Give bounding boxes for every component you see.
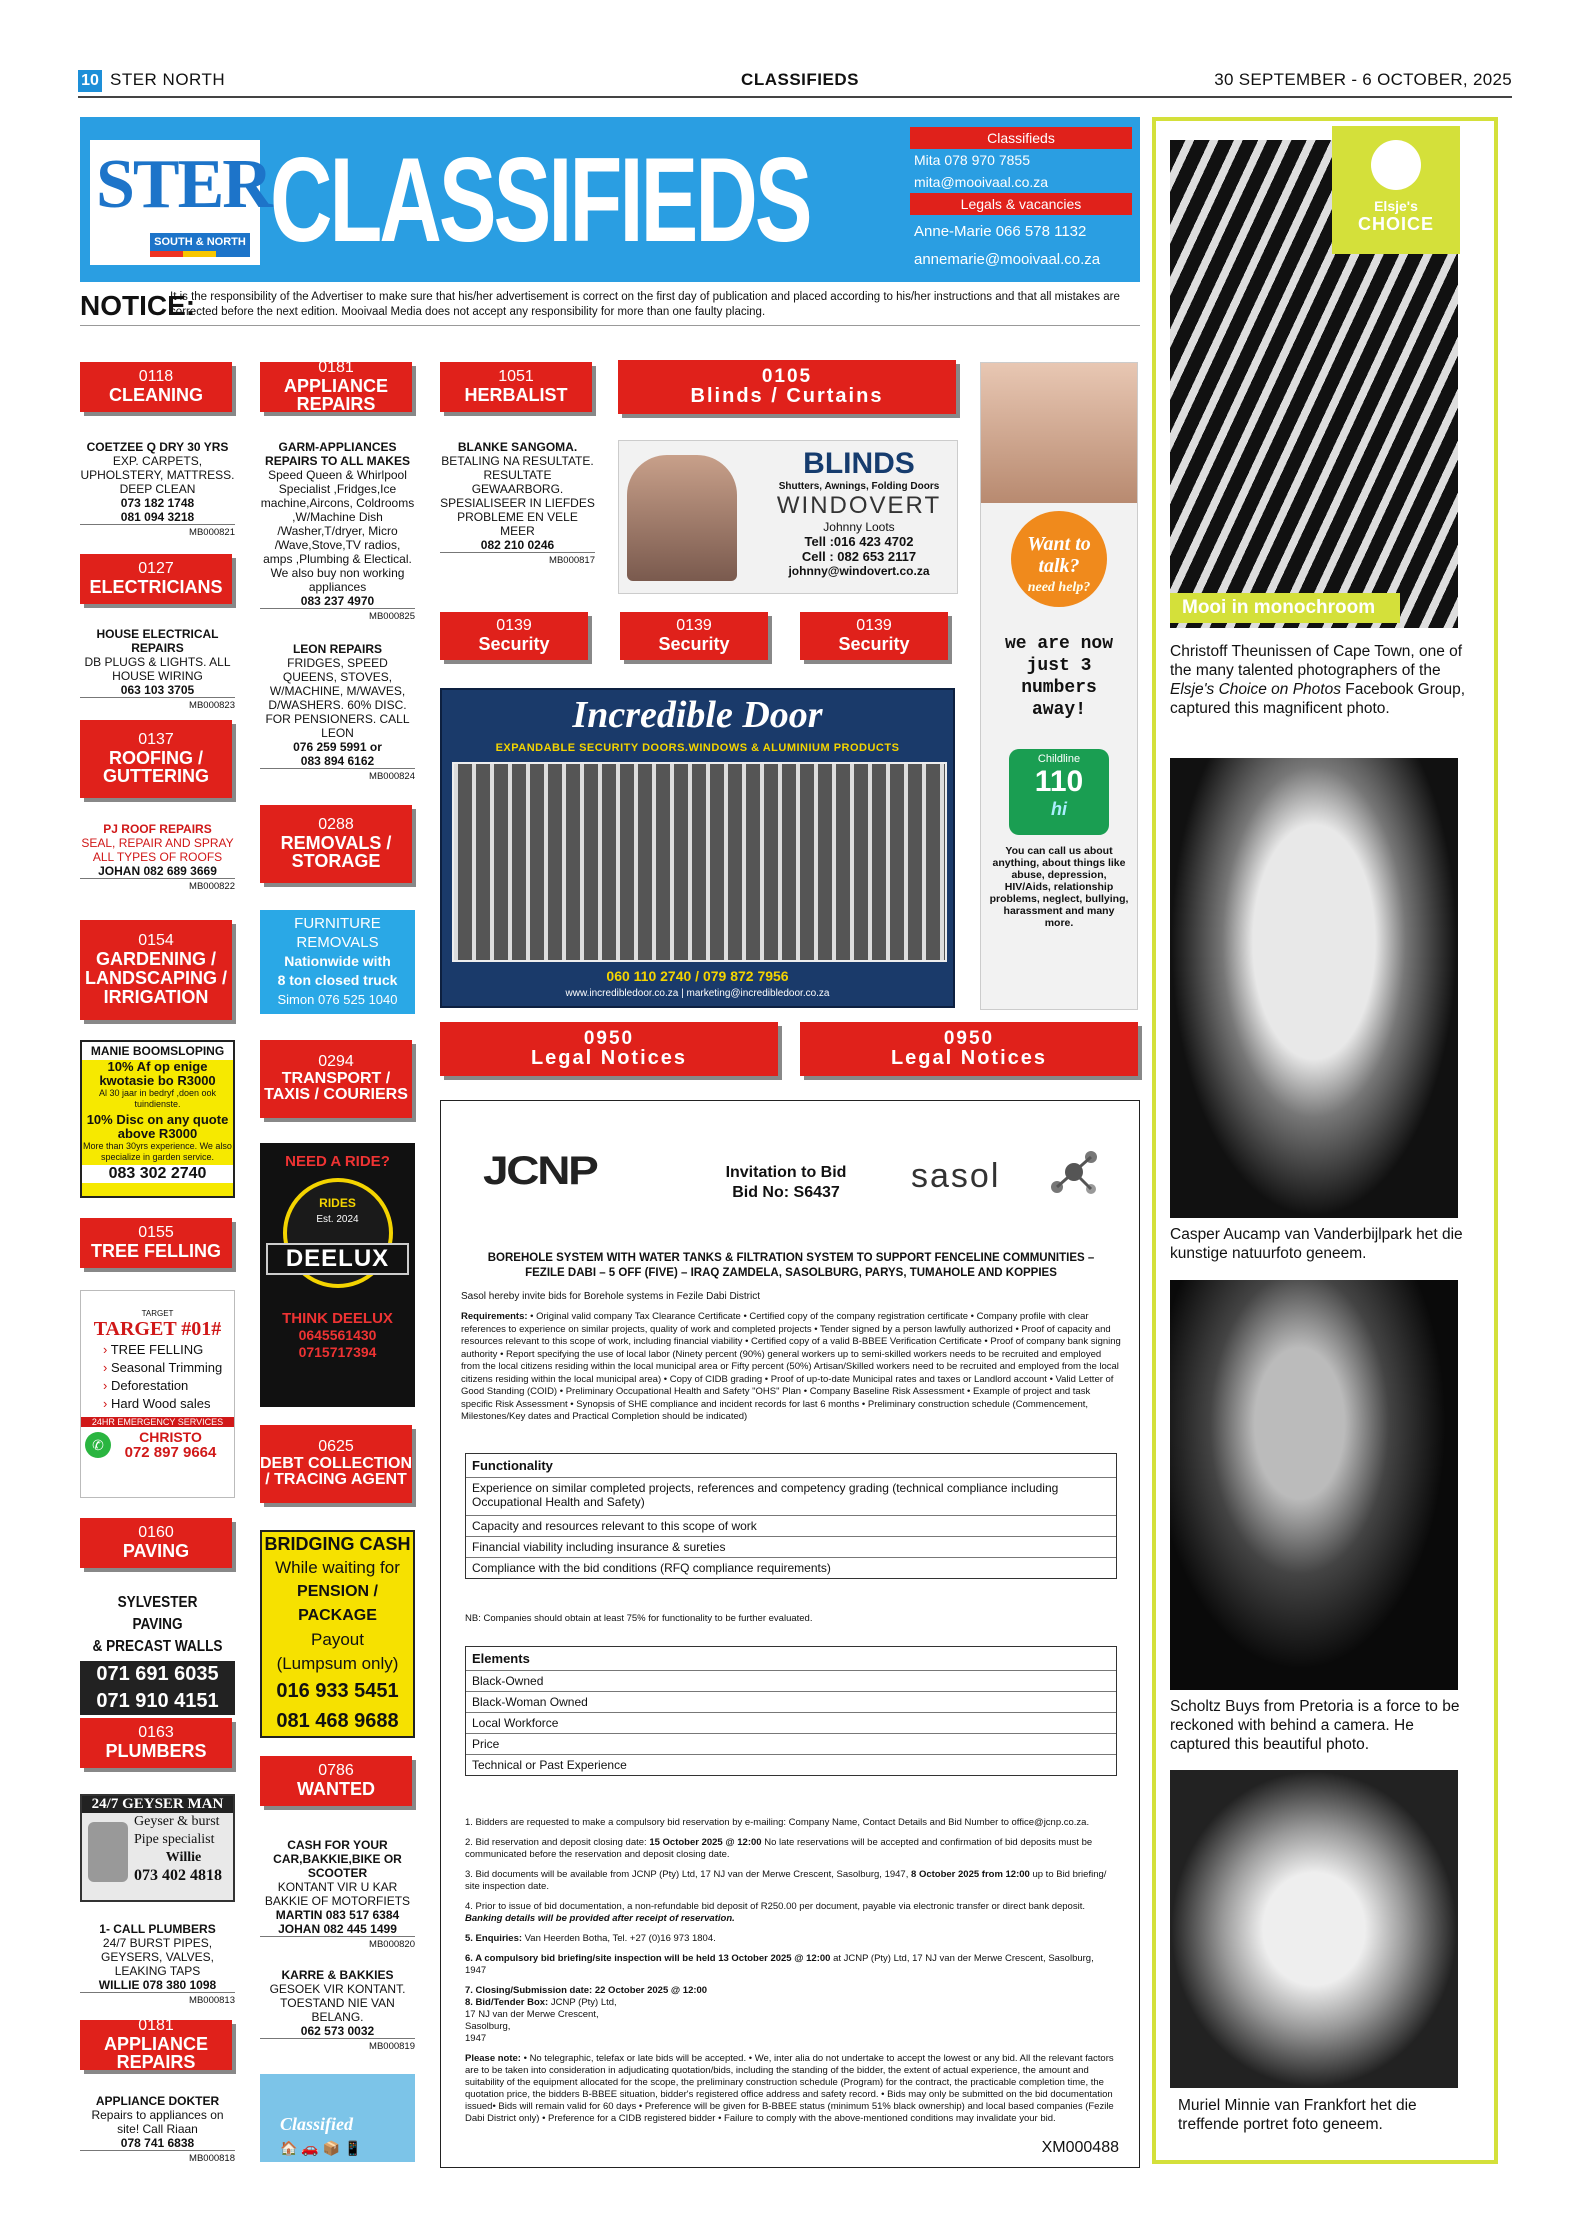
ad-service: Pipe specialist (134, 1832, 215, 1847)
ad-ref: MB000820 (260, 1936, 415, 1952)
ad-phone: 0715717394 (298, 1344, 377, 1360)
ad-body: DB PLUGS & LIGHTS. ALL HOUSE WIRING (84, 655, 231, 683)
ad-body: (Lumpsum only) (276, 1654, 399, 1673)
classified-logo-image (260, 2074, 415, 2162)
ad-cash-for-car (260, 1838, 415, 1952)
table-header: Functionality (472, 1458, 553, 1473)
caption-zebra (1170, 642, 1470, 718)
ad-ref: MB000824 (260, 768, 415, 784)
ad-ref: MB000817 (440, 552, 595, 568)
ad-deelux (260, 1143, 415, 1407)
ad-name: SYLVESTER PAVING (117, 1594, 198, 1633)
heading-title: APPLIANCE REPAIRS (103, 2033, 208, 2073)
ad-name: APPLIANCE DOKTER (95, 2094, 220, 2108)
mandalorian-photo (1170, 1280, 1458, 1690)
ad-manie-boomsloping (80, 1040, 235, 1198)
legal-note-date: 15 October 2025 @ 12:00 (649, 1837, 762, 1848)
plumber-figure-icon (88, 1822, 128, 1882)
ad-phone: 083 237 4970 (300, 594, 375, 608)
ad-phone: JOHAN 082 445 1499 (278, 1922, 397, 1936)
heading-number: 0139 (496, 617, 532, 635)
heading-appliance-repairs (260, 358, 412, 415)
ad-name: BLANKE SANGOMA. (457, 440, 578, 454)
table-row: Financial viability including insurance & sureties (466, 1536, 1116, 1557)
ad-body: Nationwide with (284, 953, 391, 969)
ad-name: FURNITURE (294, 915, 381, 932)
heading-security-2 (620, 612, 768, 660)
ad-childline (980, 362, 1138, 1010)
heading-number: 0786 (318, 1762, 354, 1780)
heading-number: 1051 (498, 368, 534, 386)
heading-title: ROOFING / GUTTERING (103, 747, 209, 787)
childline-number: 110 (1034, 765, 1084, 798)
heading-number: 0160 (138, 1524, 174, 1542)
ad-geyser-man (80, 1794, 235, 1902)
ster-logo-sub: SOUTH & NORTH (150, 233, 250, 251)
badge-text: Elsje's (1374, 198, 1418, 214)
heading-title: Legal Notices (890, 1047, 1048, 1070)
caption-group: Elsje's Choice on Photos (1170, 681, 1341, 698)
ad-logo-text: TARGET (141, 1309, 174, 1318)
heading-security-1 (440, 612, 588, 660)
legal-note: 3. Bid documents will be available from JCNP (Pty) Ltd, 17 NJ van der Merwe Crescent, Sasolburg, 1947, (465, 1869, 909, 1880)
classified-logo-text: Classified (280, 2114, 354, 2134)
childline-hi: hi (1051, 799, 1067, 819)
ad-phone: MARTIN 083 517 6384 (275, 1908, 400, 1922)
table-row: Capacity and resources relevant to this scope of work (466, 1515, 1116, 1536)
legal-requirements: • Original valid company Tax Clearance Certificate • Certified copy of the company registration certificate • Company profile with clear references to experience on similar projects, quality of work and completed projects • Tender signed by a person lawfully authorized • Proof of capacity and resources relevant to this scope of work, including financial viability • Certified copy of a valid B-BBEE Verification Certificate • Proof of company bank signing authority • Report specifying the use of local labor (Ninety percent (90%) general workers up to semi-skilled workers needs to be recruited and employed from the local citizens residing within the local municipal area or Fifty percent (50%) Artisan/Skilled workers need to be recruited and employed from the local citizens residing within the local municipal area) • Copy of CIDB grading • Proof of up-to-date Municipal rates and taxes or Landlord account • Valid Letter of Good Standing (COID) • Preliminary Occupational Health and Safety "OHS" Plan • Company Baseline Risk Assessment • Example of project and task specific Risk Assessment • Synopsis of SHE compliance and incident records for last 6 months • Preliminary construction schedule (Commencement, Milestones/Key dates and Practical Completion should be indicated) (461, 1311, 1121, 1422)
ad-service: Geyser & burst (134, 1814, 220, 1829)
table-row: Compliance with the bid conditions (RFQ compliance requirements) (466, 1557, 1116, 1578)
ad-name: GARM-APPLIANCES REPAIRS TO ALL MAKES (265, 440, 410, 468)
classified-icons: 🏠🚗📦📱 (280, 2140, 366, 2156)
ad-phone: 072 897 9664 (124, 1444, 217, 1461)
heading-tree-felling (80, 1218, 232, 1268)
ad-emergency: 24HR EMERGENCY SERVICES (81, 1417, 234, 1427)
caption-portrait: Muriel Minnie van Frankfort het die treffende portret foto geneem. (1178, 2097, 1417, 2133)
heading-number: 0950 (583, 1027, 635, 1049)
ad-body: Shutters, Awnings, Folding Doors (778, 481, 940, 492)
heading-title: PLUMBERS (105, 1740, 207, 1761)
heading-number: 0288 (318, 815, 354, 833)
ad-phone: 073 182 1748 (120, 496, 195, 510)
heading-title: TREE FELLING (91, 1240, 221, 1261)
heading-herbalist (440, 362, 592, 412)
legal-note: 4. Prior to issue of bid documentation, a non-refundable bid deposit of R250.00 per document, payable via electronic transfer or direct bank deposit. (465, 1901, 1085, 1912)
ad-ref: MB000822 (80, 878, 235, 894)
ad-name: BRIDGING CASH (264, 1534, 411, 1554)
security-door-photo (452, 762, 947, 962)
ad-body: Al 30 jaar in bedryf ,doen ook tuindienste. (98, 1088, 217, 1109)
ad-service: TREE FELLING (110, 1342, 204, 1357)
heading-roofing (80, 720, 232, 798)
ad-phone: 060 110 2740 / 079 872 7956 (606, 968, 789, 984)
ad-name: DEELUX (266, 1243, 409, 1275)
ad-phone: Cell : 082 653 2117 (801, 549, 917, 564)
ad-phone: 078 741 6838 (120, 2136, 195, 2150)
heading-appliance-repairs-2 (80, 2016, 232, 2073)
ad-body: EXP. CARPETS, UPHOLSTERY, MATTRESS. DEEP CLEAN (80, 454, 235, 496)
notice-title: NOTICE: (80, 290, 196, 321)
ad-name: MANIE BOOMSLOPING (82, 1042, 233, 1060)
ad-appliance-dokter (80, 2094, 235, 2166)
ad-phone: 062 573 0032 (300, 2024, 375, 2038)
classifieds-contact-label: Classifieds (910, 127, 1132, 149)
ad-leon-repairs (260, 642, 415, 784)
notice-text: It is the responsibility of the Advertiser to make sure that his/her advertisement is correct on the first day of publication and placed according to his/her instructions and that all mistakes are corrected before the next edition. Mooivaal Media does not accept any responsibility for more than one faulty placing. (170, 291, 1120, 318)
sasol-logo: sasol (911, 1157, 1001, 1195)
heading-title: REMOVALS / STORAGE (280, 832, 392, 872)
ster-logo: STER (96, 146, 271, 223)
legal-note: 2. Bid reservation and deposit closing date: (465, 1837, 647, 1848)
ad-phone: 081 468 9688 (276, 1710, 399, 1732)
ad-service: Deforestation (110, 1378, 189, 1393)
ad-body: Speed Queen & Whirlpool Specialist ,Fridges,Ice machine,Aircons, Coldrooms ,W/Machine Dish /Washer,T/dryer, Micro /Wave,Stove,TV radios, amps ,Plumbing & Electical. We also buy non working appliances (260, 468, 415, 594)
heading-title: CLEANING (109, 384, 203, 405)
ad-offer: 10% Disc on any quote above R3000 (86, 1112, 229, 1141)
heading-title: GARDENING / LANDSCAPING / IRRIGATION (84, 949, 227, 1007)
table-row: Black-Woman Owned (466, 1691, 1116, 1712)
ad-brand: WINDOVERT (776, 492, 942, 519)
heading-number: 0154 (138, 932, 174, 950)
ad-phone: WILLIE 078 380 1098 (98, 1978, 217, 1992)
heading-title: WANTED (297, 1778, 375, 1799)
classifieds-phone: Mita 078 970 7855 (914, 152, 1030, 168)
iris-flower-photo (1170, 758, 1458, 1218)
heading-debt-collection (260, 1425, 412, 1503)
legal-notes (465, 1817, 1117, 2125)
heading-security-3 (800, 612, 948, 660)
heading-plumbers (80, 1718, 232, 1768)
ad-house-electrical (80, 627, 235, 713)
caption-text: Christoff Theunissen of Cape Town, one of the many talented photographers of the (1170, 643, 1463, 679)
ad-body: PENSION / PACKAGE (297, 1583, 378, 1624)
ad-service: Seasonal Trimming (110, 1360, 223, 1375)
ad-name: BLINDS (803, 447, 915, 480)
legal-notice-jcnp (440, 1100, 1140, 2168)
caption-flower: Casper Aucamp van Vanderbijlpark het die kunstige natuurfoto geneem. (1170, 1226, 1463, 1262)
caption-text: Facebook Group, captured this magnificent photo. (1170, 681, 1466, 717)
ad-phone: JOHAN 082 689 3669 (98, 864, 217, 878)
ad-name: KARRE & BAKKIES (281, 1968, 394, 1982)
contact-block (910, 127, 1132, 271)
ad-garm-appliances (260, 440, 415, 624)
baby-portrait-photo (1170, 1770, 1458, 2088)
ad-body: You can call us about anything, about things like abuse, depression, HIV/Aids, relationship problems, neglect, bullying, harassment and many more. (989, 845, 1129, 929)
ad-ref: MB000819 (260, 2038, 415, 2054)
ad-phone: 076 259 5991 or (293, 740, 382, 754)
childline-brand: Childline (1037, 753, 1081, 765)
heading-transport (260, 1040, 412, 1118)
legal-note: 8. Bid/Tender Box: (465, 1997, 549, 2008)
ad-ref: MB000825 (260, 608, 415, 624)
legal-bid-number: Bid No: S6437 (732, 1184, 840, 1201)
ad-body: 24/7 BURST PIPES, GEYSERS, VALVES, LEAKING TAPS (101, 1936, 214, 1978)
heading-cleaning (80, 362, 232, 412)
elsje-banner: Mooi in monochroom (1170, 593, 1400, 623)
legal-intro: Sasol hereby invite bids for Borehole systems in Fezile Dabi District (461, 1291, 761, 1302)
legal-nb: NB: Companies should obtain at least 75% for functionality to be further evaluated. (465, 1613, 813, 1624)
legals-phone: Anne-Marie 066 578 1132 (914, 223, 1087, 240)
heading-number: 0181 (318, 358, 354, 376)
heading-removals (260, 805, 412, 883)
heading-number: 0950 (943, 1027, 995, 1049)
ad-incredible-door (440, 688, 955, 1008)
heading-wanted (260, 1756, 412, 1806)
ad-phone: 071 691 6035 (80, 1661, 235, 1688)
legal-note: at JCNP (Pty) Ltd, 17 NJ van der Merwe Crescent, Sasolburg, 1947 (465, 1953, 1094, 1976)
ad-ref: MB000818 (80, 2150, 235, 2166)
ad-windovert-blinds (618, 440, 958, 594)
legal-note: 6. A compulsory bid briefing/site inspection will be held 13 October 2025 @ 12:00 (465, 1953, 831, 1964)
heading-title: HERBALIST (464, 384, 568, 405)
ad-offer: 10% Af op enige kwotasie bo R3000 (99, 1059, 216, 1088)
ad-phone: 073 402 4818 (134, 1867, 222, 1884)
elements-table (465, 1646, 1117, 1776)
ad-phone: 083 302 2740 (82, 1165, 233, 1183)
heading-title: Security (838, 633, 910, 654)
heading-blinds-curtains (618, 360, 956, 414)
whatsapp-icon: ✆ (85, 1432, 111, 1458)
sasol-molecule-icon (1049, 1147, 1099, 1197)
speech-text: Want to talk? (1027, 533, 1091, 577)
heading-legal-notices-1 (440, 1022, 778, 1076)
ad-body: KONTANT VIR U KAR BAKKIE OF MOTORFIETS (264, 1880, 411, 1908)
legal-note: 17 NJ van der Merwe Crescent, (465, 2009, 599, 2020)
heading-paving (80, 1518, 232, 1568)
ad-phone: 063 103 3705 (120, 683, 195, 697)
ad-call-plumbers (80, 1922, 235, 2008)
ad-name: COETZEE Q DRY 30 YRS (86, 440, 229, 454)
ad-bridging-cash (260, 1530, 415, 1738)
legals-email: annemarie@mooivaal.co.za (914, 251, 1101, 268)
functionality-table (465, 1453, 1117, 1579)
ad-headline: we are now just 3 numbers away! (1004, 634, 1114, 720)
heading-number: 0139 (856, 617, 892, 635)
legal-invite: Invitation to Bid (725, 1164, 847, 1181)
ad-phone: Simon 076 525 1040 (277, 992, 398, 1007)
table-row: Technical or Past Experience (466, 1754, 1116, 1775)
ad-body: More than 30yrs experience. We also specialize in garden service. (83, 1141, 232, 1162)
ad-phone: 081 094 3218 (120, 510, 195, 524)
ad-name: Incredible Door (572, 694, 823, 736)
ad-phone: 082 210 0246 (480, 538, 555, 552)
speech-text: need help? (1027, 580, 1091, 595)
ad-body: While waiting for (275, 1558, 400, 1577)
legals-contact-label: Legals & vacancies (910, 193, 1132, 215)
legal-title: BOREHOLE SYSTEM WITH WATER TANKS & FILTRATION SYSTEM TO SUPPORT FENCELINE COMMUNITIES – FEZILE DABI – 5 OFF (FIVE) – IRAQ ZAMDELA, SASOLBURG, PARYS, TUMAHOLE AND KOPPIES (487, 1252, 1095, 1279)
ad-name: TARGET #01# (93, 1318, 222, 1340)
table-row: Local Workforce (466, 1712, 1116, 1733)
caption-mandalorian: Scholtz Buys from Pretoria is a force to be reckoned with behind a camera. He captured this beautiful photo. (1170, 1698, 1460, 1753)
masthead-title: CLASSIFIEDS (270, 133, 810, 267)
ad-name: 1- CALL PLUMBERS (99, 1922, 216, 1936)
legal-note: • No telegraphic, telefax or late bids will be accepted. • We, inter alia do not undertake to accept the lowest or any bid. All the relevant factors are to be taken into consideration in adjudicating quotation/bids, including the standing of the bidder, the extent of actual experience, the amount and suitability of the equipment allocated for the scope, the preliminary construction schedule (Program) for the contract, the practicable completion time, the quotation price, the bidders B-BBEE situation, bidder's registered office address and safety record. • Bids may only be submitted on the bid documentation issued• Bids will remain valid for 60 days • Preference will be given for B-BBEE status (minimum 51% black ownership) and local based companies (Fezile Dabi District only) • Preference for a CIDB registered bidder • Failure to comply with the above-mentioned conditions may invalidate your bid. (465, 2053, 1114, 2124)
heading-number: 0105 (761, 365, 813, 387)
ad-ref: MB000821 (80, 524, 235, 540)
ad-phone: 083 894 6162 (300, 754, 375, 768)
ad-contact: Johnny Loots (823, 520, 895, 534)
heading-number: 0118 (138, 368, 174, 386)
ad-name: LEON REPAIRS (292, 642, 383, 656)
ad-service: Hard Wood sales (110, 1396, 211, 1411)
ster-logo-stripe (150, 251, 250, 257)
legal-note: No late reservations will be accepted and confirmation of bid deposits must be communicated before the reservation and deposit closing date. (465, 1837, 1093, 1860)
ad-blanke-sangoma (440, 440, 595, 568)
ad-name: PJ ROOF REPAIRS (103, 822, 212, 836)
ad-body: Repairs to appliances on site! Call Riaan (91, 2108, 224, 2136)
legal-note: Please note: (465, 2053, 521, 2064)
ad-phone: 016 933 5451 (276, 1680, 399, 1702)
ad-phone: 071 910 4151 (80, 1688, 235, 1715)
ad-body: BETALING NA RESULTATE. RESULTATE GEWAARBORG. SPESIALISEER IN LIEFDES PROBLEME EN VELE MEER (440, 454, 595, 538)
ad-name: & PRECAST WALLS (92, 1638, 223, 1655)
heading-number: 0625 (318, 1437, 354, 1455)
camera-aperture-icon (1371, 140, 1421, 190)
heading-legal-notices-2 (800, 1022, 1138, 1076)
heading-electricians (80, 554, 232, 604)
legal-note: 5. Enquiries: (465, 1933, 523, 1944)
table-row: Price (466, 1733, 1116, 1754)
page-number: 10 (78, 70, 102, 92)
ad-coetzee (80, 440, 235, 540)
jcnp-logo: JCNP (483, 1149, 597, 1193)
legal-note-date: 8 October 2025 from 12:00 (911, 1869, 1030, 1880)
header-rule (78, 96, 1512, 98)
heading-title: Security (658, 633, 730, 654)
legal-note: 7. Closing/Submission date: 22 October 2025 @ 12:00 (465, 1985, 708, 1996)
table-header: Elements (472, 1651, 530, 1666)
heading-title: Legal Notices (530, 1047, 688, 1070)
legal-note: 1. Bidders are requested to make a compulsory bid reservation by e-mailing: Company Name, Contact Details and Bid Number to office@jcnp.co.za. (465, 1817, 1090, 1828)
ad-body: SEAL, REPAIR AND SPRAY ALL TYPES OF ROOFS (81, 836, 234, 864)
heading-number: 0127 (138, 560, 174, 578)
legal-note: 1947 (465, 2033, 487, 2044)
section-title: CLASSIFIEDS (741, 70, 859, 89)
badge-text: Est. 2024 (316, 1214, 359, 1225)
ad-name: HOUSE ELECTRICAL REPAIRS (96, 627, 219, 655)
heading-number: 0155 (138, 1224, 174, 1242)
legal-note: Banking details will be provided after receipt of reservation. (465, 1913, 735, 1924)
ad-name: CASH FOR YOUR CAR,BAKKIE,BIKE OR SCOOTER (273, 1838, 402, 1880)
legal-ref: XM000488 (1041, 2139, 1119, 2156)
heading-title: Security (478, 633, 550, 654)
ad-furniture-removals (260, 910, 415, 1014)
heading-title: APPLIANCE REPAIRS (283, 375, 388, 415)
heading-title: Blinds / Curtains (690, 385, 884, 408)
ad-body: 8 ton closed truck (277, 972, 398, 988)
ad-pj-roof (80, 822, 235, 894)
ad-body: EXPANDABLE SECURITY DOORS.WINDOWS & ALUMINIUM PRODUCTS (495, 742, 900, 754)
ad-contact: CHRISTO (139, 1429, 202, 1445)
heading-title: DEBT COLLECTION / TRACING AGENT (260, 1454, 412, 1489)
ad-headline: NEED A RIDE? (285, 1153, 390, 1170)
ad-body: GESOEK VIR KONTANT. TOESTAND NIE VAN BELANG. (269, 1982, 406, 2024)
heading-number: 0137 (138, 730, 174, 748)
ad-contact: Willie (165, 1850, 202, 1865)
ad-karre-bakkies (260, 1968, 415, 2054)
classifieds-email: mita@mooivaal.co.za (914, 174, 1049, 190)
person-photo (627, 455, 737, 581)
legal-note: Sasolburg, (465, 2021, 511, 2032)
notice-rule (80, 325, 1140, 326)
ad-sylvester-paving (80, 1592, 235, 1712)
legal-note: JCNP (Pty) Ltd, (550, 1997, 617, 2008)
heading-gardening (80, 920, 232, 1020)
badge-text: RIDES (319, 1196, 356, 1210)
legal-note: Van Heerden Botha, Tel. +27 (0)16 973 1804. (524, 1933, 716, 1944)
heading-number: 0163 (138, 1724, 174, 1742)
child-photo (981, 363, 1137, 503)
heading-title: PAVING (122, 1540, 190, 1561)
publication-name: STER NORTH (110, 70, 226, 89)
table-row: Black-Owned (466, 1670, 1116, 1691)
ad-body: Payout (311, 1630, 364, 1649)
ad-email: johnny@windovert.co.za (788, 564, 930, 578)
heading-title: TRANSPORT / TAXIS / COURIERS (264, 1069, 408, 1104)
ad-ref: MB000823 (80, 697, 235, 713)
legal-note: up to Bid briefing/ site inspection date. (465, 1869, 1107, 1892)
ad-body: FRIDGES, SPEED QUEENS, STOVES, W/MACHINE, M/WAVES, D/WASHERS. 60% DISC. FOR PENSIONERS. CALL LEON (265, 656, 410, 740)
heading-number: 0294 (318, 1052, 354, 1070)
ad-website: www.incredibledoor.co.za | marketing@incredibledoor.co.za (565, 988, 830, 999)
ad-slogan: THINK DEELUX (282, 1310, 393, 1327)
table-row: Experience on similar completed projects, references and competency grading (technical compliance including Occupational Health and Safety) (466, 1477, 1116, 1515)
ad-phone: Tell :016 423 4702 (804, 534, 914, 549)
ad-name: REMOVALS (296, 934, 379, 951)
ad-ref: MB000813 (80, 1992, 235, 2008)
elsje-choice-badge (1332, 126, 1460, 254)
ad-name: 24/7 GEYSER MAN (82, 1796, 233, 1813)
issue-date: 30 SEPTEMBER - 6 OCTOBER, 2025 (1214, 70, 1512, 89)
badge-text: CHOICE (1357, 214, 1434, 234)
heading-number: 0139 (676, 617, 712, 635)
heading-number: 0181 (138, 2016, 174, 2034)
legal-req-label: Requirements: (461, 1311, 528, 1322)
ad-phone: 0645561430 (298, 1327, 377, 1343)
ad-target: TARGET TARGET #01# › TREE FELLING › Seasonal Trimming › Deforestation › Hard Wood sales 24HR EMERGENCY SERVICES ✆ CHRISTO 072 897 9664 (80, 1290, 235, 1498)
heading-title: ELECTRICIANS (89, 576, 223, 597)
